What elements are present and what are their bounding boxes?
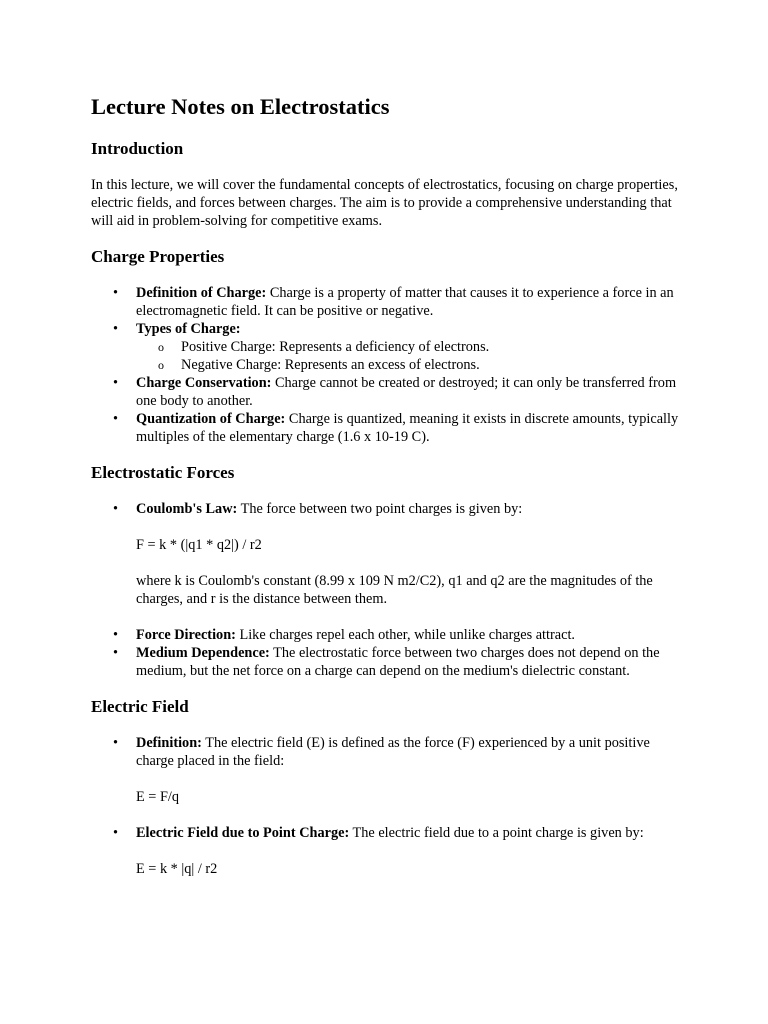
coulomb-explanation: where k is Coulomb's constant (8.99 x 109 N m2/C2), q1 and q2 are the magnitudes of the charges, and r is the distance between them. <box>136 573 653 607</box>
list-item-term: Medium Dependence: <box>136 645 270 661</box>
list-item-text: The electric field due to a point charge is given by: <box>349 825 644 841</box>
bullet-icon: • <box>113 825 119 841</box>
list-item <box>91 644 683 680</box>
section-heading-electric-field: Electric Field <box>91 697 189 716</box>
list-item-text: The electrostatic force between two charges does not depend on the medium, but the net force on a charge can depend on the medium's dielectric constant. <box>136 645 660 679</box>
list-item-text: The electric field (E) is defined as the force (F) experienced by a unit positive charge placed in the field: <box>136 735 650 769</box>
document-page <box>91 92 683 896</box>
section-heading-charge-properties: Charge Properties <box>91 247 225 266</box>
list-item-text: The force between two point charges is given by: <box>237 501 523 517</box>
sub-list-item <box>136 356 683 374</box>
list-item-term: Electric Field due to Point Charge: <box>136 825 350 841</box>
sub-bullet-icon: o <box>158 358 164 372</box>
introduction-paragraph: In this lecture, we will cover the fundamental concepts of electrostatics, focusing on charge properties, electric fields, and forces between charges. The aim is to provide a comprehensive understanding that will aid in problem-solving for competitive exams. <box>91 177 678 229</box>
list-item-text: Charge is a property of matter that causes it to experience a force in an electromagnetic field. It can be positive or negative. <box>136 285 674 319</box>
types-of-charge-sublist <box>136 338 683 374</box>
list-item-term: Force Direction: <box>136 627 236 643</box>
list-item-term: Definition: <box>136 735 202 751</box>
list-item <box>91 734 683 806</box>
list-item-term: Types of Charge: <box>136 321 241 337</box>
list-item <box>91 320 683 374</box>
list-item-text: Like charges repel each other, while unlike charges attract. <box>235 627 575 643</box>
bullet-icon: • <box>113 375 119 391</box>
list-item <box>91 626 683 644</box>
section-heading-electrostatic-forces: Electrostatic Forces <box>91 463 235 482</box>
sub-list-item <box>136 338 683 356</box>
bullet-icon: • <box>113 645 119 661</box>
list-item <box>91 374 683 410</box>
document-title: Lecture Notes on Electrostatics <box>91 94 390 119</box>
list-item-term: Charge Conservation: <box>136 375 272 391</box>
electric-field-formula: E = F/q <box>136 789 180 805</box>
list-item <box>91 410 683 446</box>
list-item-text: Charge cannot be created or destroyed; it can only be transferred from one body to another. <box>136 375 677 409</box>
list-item-term: Quantization of Charge: <box>136 411 286 427</box>
electrostatic-forces-list <box>91 500 683 680</box>
coulomb-formula: F = k * (|q1 * q2|) / r2 <box>136 537 262 553</box>
bullet-icon: • <box>113 627 119 643</box>
bullet-icon: • <box>113 285 119 301</box>
sub-list-item-text: Negative Charge: Represents an excess of electrons. <box>181 357 480 373</box>
bullet-icon: • <box>113 735 119 751</box>
list-item <box>91 500 683 626</box>
list-item <box>91 824 683 878</box>
list-item-term: Definition of Charge: <box>136 285 267 301</box>
bullet-icon: • <box>113 501 119 517</box>
charge-properties-list <box>91 284 683 446</box>
section-heading-introduction: Introduction <box>91 139 184 158</box>
list-item <box>91 284 683 320</box>
electric-field-list <box>91 734 683 878</box>
sub-bullet-icon: o <box>158 340 164 354</box>
bullet-icon: • <box>113 411 119 427</box>
bullet-icon: • <box>113 321 119 337</box>
list-item-text: Charge is quantized, meaning it exists in discrete amounts, typically multiples of the elementary charge (1.6 x 10-19 C). <box>136 411 679 445</box>
sub-list-item-text: Positive Charge: Represents a deficiency of electrons. <box>181 339 490 355</box>
point-charge-field-formula: E = k * |q| / r2 <box>136 861 218 877</box>
list-item-term: Coulomb's Law: <box>136 501 238 517</box>
